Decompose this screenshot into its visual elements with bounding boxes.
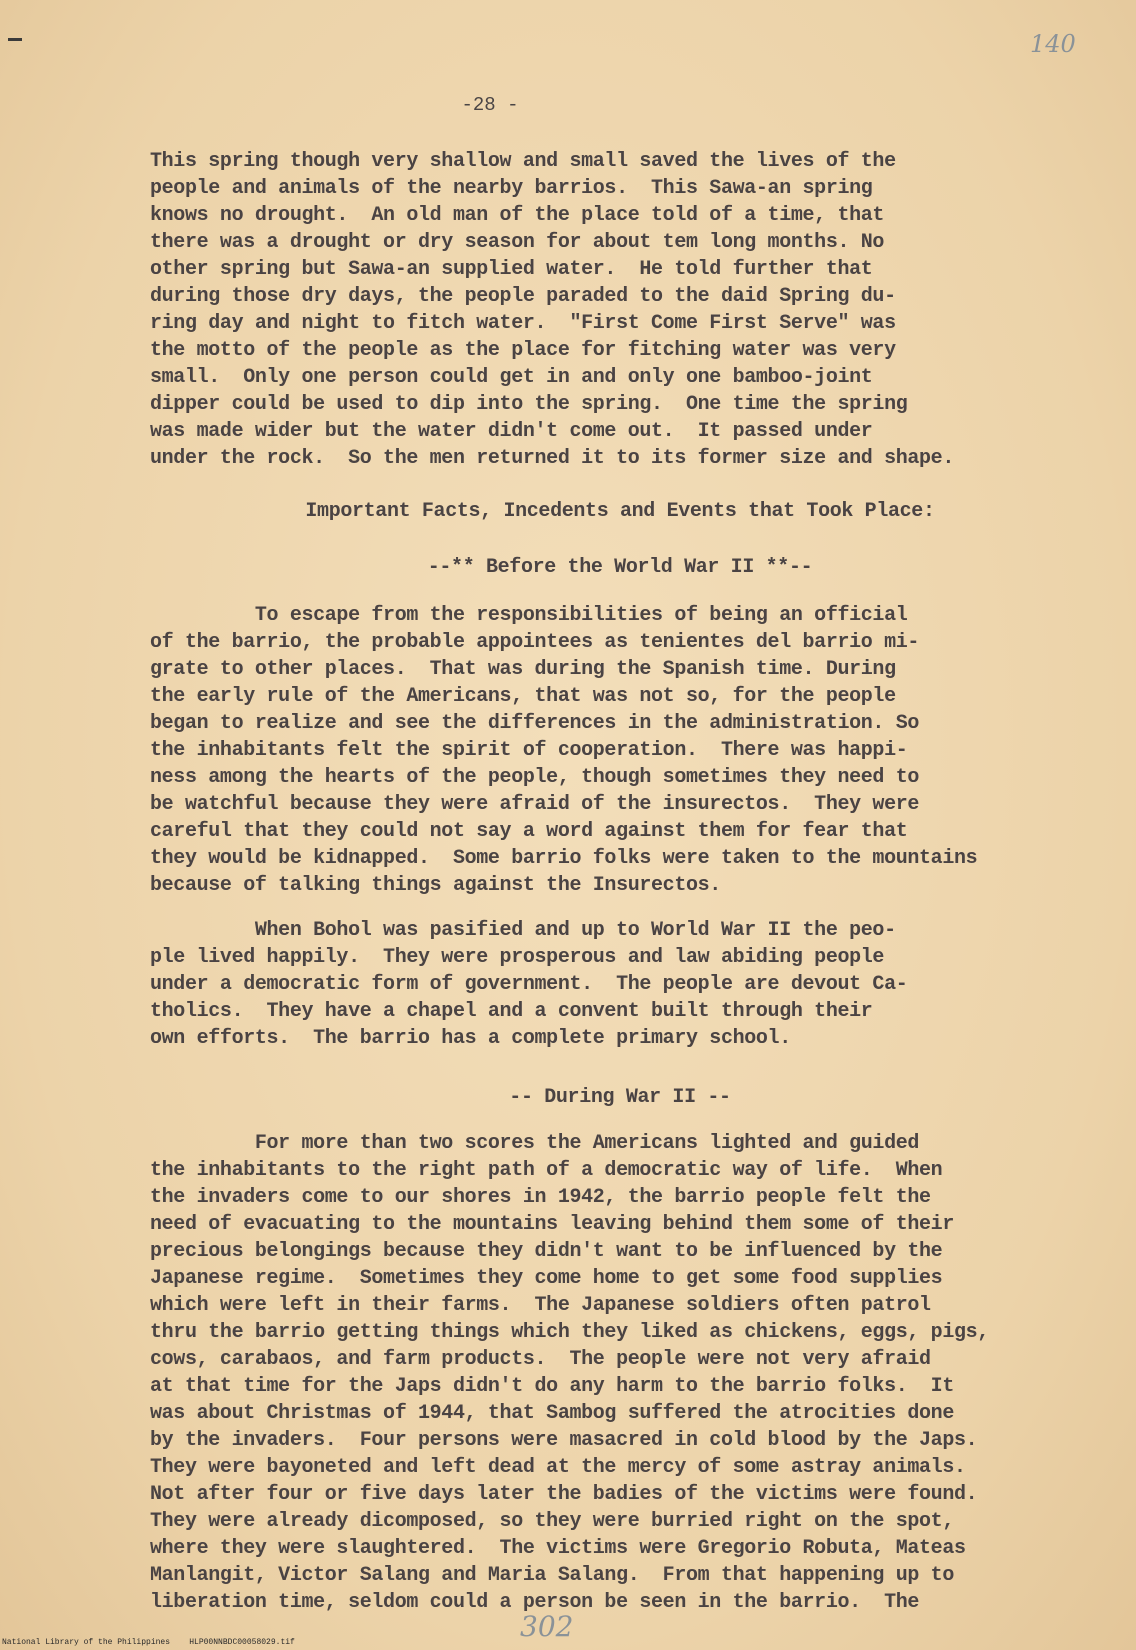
- heading-important-facts: Important Facts, Incedents and Events that Took Place:: [305, 500, 935, 523]
- library-credit: National Library of the Philippines HLP00NNBDC00058029.tif: [2, 1638, 295, 1647]
- page-number: -28 -: [461, 94, 519, 116]
- paragraph-during-war: For more than two scores the Americans lighted and guided the inhabitants to the right path of a democratic way of life. When the invaders come to our shores in 1942, the barrio people felt the need of evacuating to the mountains leaving behind them some of their precious belongings because they didn't want to be influenced by the Japanese regime. Sometimes they come home to get some food supplies which were left in their farms. The Japanese soldiers often patrol thru the barrio getting things which they liked as chickens, eggs, pigs, cows, carabaos, and farm products. The people were not very afraid at that time for the Japs didn't do any harm to the barrio folks. It was about Christmas of 1944, that Sambog suffered the atrocities done by the invaders. Four persons were masacred in cold blood by the Japs. They were bayoneted and left dead at the mercy of some astray animals. Not after four or five days later the badies of the victims were found. They were already dicomposed, so they were burried right on the spot, where they were slaughtered. The victims were Gregorio Robuta, Mateas Manlangit, Victor Salang and Maria Salang. From that happening up to liberation time, seldom could a person be seen in the barrio. The: [150, 1132, 989, 1614]
- paragraph-before-war: To escape from the responsibilities of being an official of the barrio, the probable appointees as tenientes del barrio mi- grate to other places. That was during the Spanish time. During the early rule of the Americans, that was not so, for the people began to realize and see the differences in the administration. So the inhabitants felt the spirit of cooperation. There was happi- ness among the hearts of the people, though sometimes they need to be watchful because they were afraid of the insurectos. They were careful that they could not say a word against them for fear that they would be kidnapped. Some barrio folks were taken to the mountains because of talking things against the Insurectos.: [150, 604, 978, 897]
- heading-before-war: --** Before the World War II **--: [427, 556, 813, 579]
- heading-during-war: -- During War II --: [509, 1086, 731, 1109]
- margin-mark: [8, 38, 22, 41]
- handwritten-folio-number: 140: [1030, 30, 1076, 58]
- paragraph-pacified: When Bohol was pasified and up to World War II the peo- ple lived happily. They were prosperous and law abiding people under a democratic form of government. The people are devout Ca- tholics. They have a chapel and a convent built through their own efforts. The barrio has a complete primary school.: [150, 919, 908, 1050]
- paragraph-spring: This spring though very shallow and small saved the lives of the people and animals of the nearby barrios. This Sawa-an spring knows no drought. An old man of the place told of a time, that there was a drought or dry season for about tem long months. No other spring but Sawa-an supplied water. He told further that during those dry days, the people paraded to the daid Spring du- ring day and night to fitch water. "First Come First Serve" was the motto of the people as the place for fitching water was very small. Only one person could get in and only one bamboo-joint dipper could be used to dip into the spring. One time the spring was made wider but the water didn't come out. It passed under under the rock. So the men returned it to its former size and shape.: [150, 150, 954, 470]
- handwritten-bottom-number: 302: [520, 1610, 574, 1643]
